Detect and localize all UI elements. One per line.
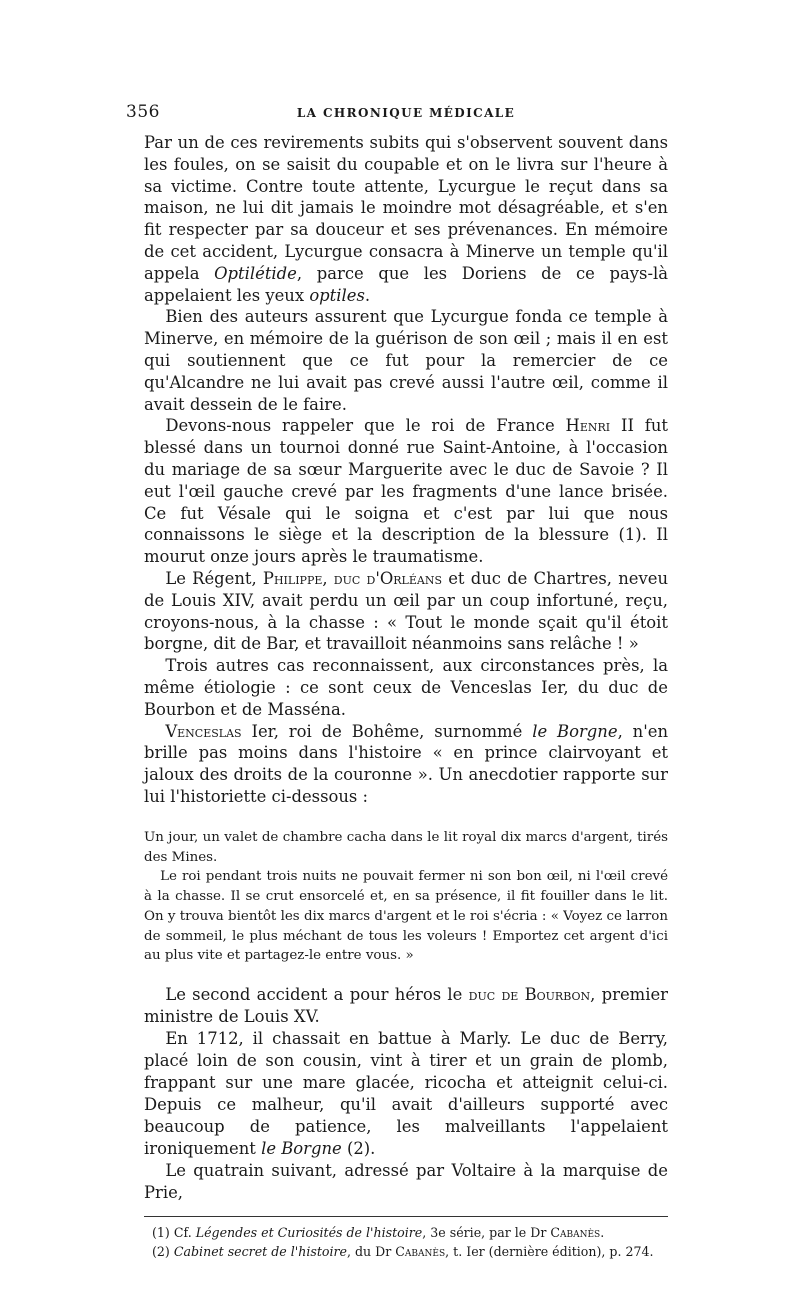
small-caps-name: Venceslas <box>165 721 242 741</box>
main-text-continued <box>144 984 668 1204</box>
text-run: et duc de Chartres, neveu de Louis XIV, avait perdu un œil par un coup infortuné, reçu, croyons-nous, à la chasse : « Tout le monde sçait qu'il étoit borgne, dit de Bar, et travailloit néanmoins sans relâche ! » <box>144 568 668 654</box>
small-caps-name: Henri <box>565 416 611 436</box>
paragraph <box>144 415 668 568</box>
text-run: Ier, roi de Bohême, surnommé <box>241 721 533 741</box>
quote-paragraph: Le roi pendant trois nuits ne pouvait fermer ni son bon œil, ni l'œil crevé à la chasse. Il se crut ensorcelé et, en sa présence, il fit fouiller dans le lit. On y trouva bientôt les dix marcs d'argent et le roi s'écria : « Voyez ce larron de sommeil, le plus méchant de tous les voleurs ! Emportez cet argent d'ici au plus vite et partagez-le entre vous. » <box>144 869 668 964</box>
paragraph <box>144 984 668 1028</box>
italic-term: Optilétide <box>214 263 297 283</box>
paragraph: Le quatrain suivant, adressé par Voltaire à la marquise de Prie, <box>144 1161 668 1203</box>
text-run: Par un de ces revirements subits qui s'observent souvent dans les foules, on se saisit du coupable et on le livra sur l'heure à sa victime. Contre toute attente, Lycurgue le reçut dans sa maison, ne lui dit jamais le moindre mot désagréable, et s'en fit respecter par sa douceur et ses prévenances. En mémoire de cet accident, Lycurgue consacra à Minerve un temple qu'il appela <box>144 133 668 283</box>
footnote <box>144 1242 668 1261</box>
text-run: II fut blessé dans un tournoi donné rue Saint-Antoine, à l'occasion du mariage de sa sœur Marguerite avec le duc de Savoie ? Il eut l'œil gauche crevé par les fragments d'une lance brisée. Ce fut Vésale qui le soigna et c'est par lui que nous connaissons le siège et la description de la blessure (1). Il mourut onze jours après le traumatisme. <box>144 416 668 567</box>
text-run: (2). <box>341 1139 376 1159</box>
small-caps-name: Cabanès <box>550 1225 601 1241</box>
italic-term: optiles <box>309 285 365 305</box>
text-run: , t. Ier (dernière édition), p. 274. <box>445 1244 654 1260</box>
main-text <box>144 132 668 808</box>
text-run: (2) <box>152 1244 174 1260</box>
italic-title: Cabinet secret de l'histoire <box>173 1244 347 1260</box>
italic-title: Légendes et Curiosités de l'histoire <box>195 1225 423 1241</box>
text-run: , n'en brille pas moins dans l'histoire « en prince clairvoyant et jaloux des droits de la couronne ». Un anecdotier rapporte sur lui l'historiette ci-dessous : <box>144 721 668 806</box>
text-run: , 3e série, par le Dr <box>422 1225 551 1241</box>
paragraph <box>144 568 668 655</box>
text-run: , du Dr <box>346 1244 396 1260</box>
italic-term: le Borgne <box>261 1139 342 1159</box>
block-quote <box>144 828 668 967</box>
text-run: . <box>364 285 371 305</box>
small-caps-name: duc de Bourbon <box>468 985 591 1005</box>
text-run: (1) Cf. <box>152 1225 196 1241</box>
text-run: Le Régent, <box>165 568 263 588</box>
paragraph: Bien des auteurs assurent que Lycurgue fonda ce temple à Minerve, en mémoire de la guérison de son œil ; mais il en est qui soutiennent que ce fut pour la remercier de ce qu'Alcandre ne lui avait pas crevé aussi l'autre œil, comme il avait dessein de le faire. <box>144 307 668 414</box>
footnote <box>144 1223 668 1242</box>
paragraph <box>144 1028 668 1160</box>
text-run: . <box>600 1225 605 1241</box>
paragraph: Trois autres cas reconnaissent, aux circonstances près, la même étiologie : ce sont ceux de Venceslas Ier, du duc de Bourbon et de Masséna. <box>144 656 668 719</box>
page-header <box>126 98 668 132</box>
text-run: Devons-nous rappeler que le roi de France <box>165 416 566 436</box>
page-number: 356 <box>126 102 160 122</box>
italic-term: le Borgne <box>532 721 618 741</box>
text-run: , parce que les Doriens de ce pays-là appelaient les yeux <box>144 263 668 305</box>
running-title: LA CHRONIQUE MÉDICALE <box>296 106 516 120</box>
text-run: En 1712, il chassait en battue à Marly. Le duc de Berry, placé loin de son cousin, vint à tirer et un grain de plomb, frappant sur une mare glacée, ricocha et atteignit celui-ci. Depuis ce malheur, qu'il avait d'ailleurs supporté avec beaucoup de patience, les malveillants l'appelaient ironiquement <box>144 1029 668 1159</box>
paragraph <box>144 132 668 306</box>
small-caps-name: Cabanès <box>395 1244 446 1260</box>
paragraph <box>144 721 668 808</box>
small-caps-name: Philippe, duc d'Orléans <box>262 568 442 588</box>
footnotes <box>144 1223 668 1261</box>
quote-paragraph: Un jour, un valet de chambre cacha dans le lit royal dix marcs d'argent, tirés des Mines. <box>144 829 668 865</box>
footnote-divider <box>144 1216 668 1217</box>
text-run: , premier ministre de Louis XV. <box>144 985 668 1027</box>
book-page <box>126 98 668 1261</box>
text-run: Le second accident a pour héros le <box>165 985 469 1005</box>
